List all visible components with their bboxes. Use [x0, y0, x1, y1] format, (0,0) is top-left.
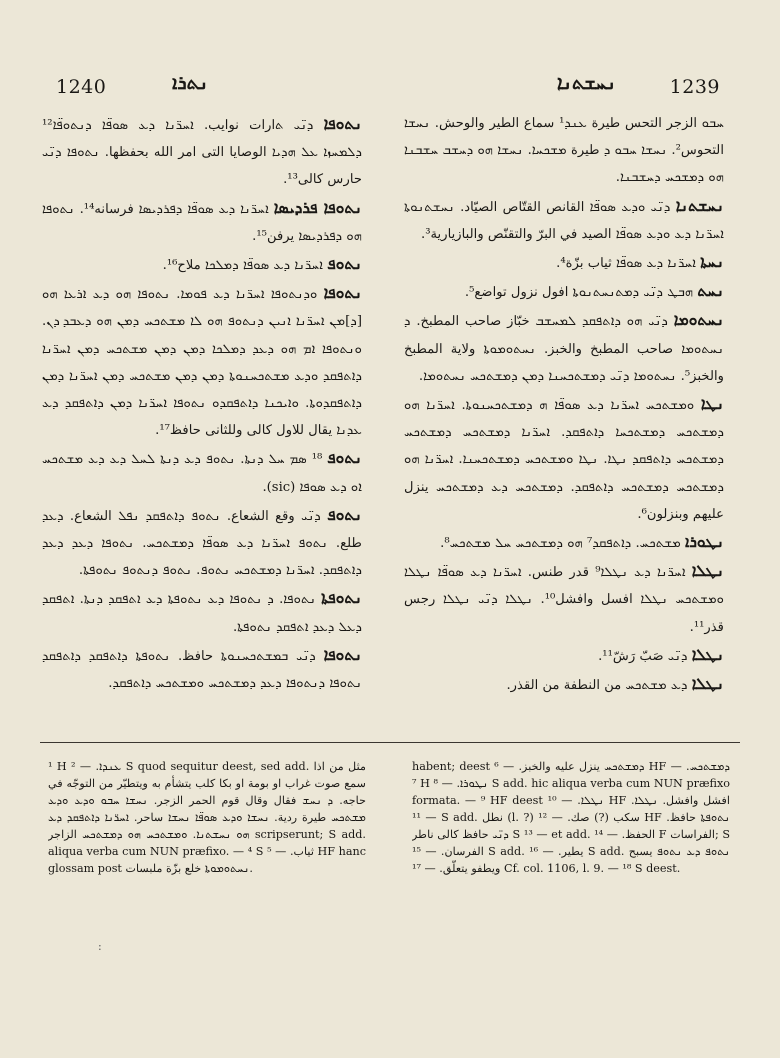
- dictionary-entry: [404, 192, 724, 248]
- dictionary-entry: [404, 248, 724, 277]
- page-header: [56, 72, 720, 102]
- entry-text: ܘܡܫܬܟܚ ܐܚܪ̈ܢܐ ܕܥ ܣܘܦ̈ܐ ܗ ܕܡܫܬܟܚܢܘܬܐ. ܐܚܪ̈ܢܐ ܗܘ ܕܡܫܬܟܚ ܕܡܫܬܟܚܐ ܕܐܬܦܩܕ. ܐܚܪ̈ܢܐ ܕܡܫܬܟܚ ܕܡܫܬܟܚ ܕܡܫܬܟܚ ܕܐܬܦܩܕ ܢܛܐ. ܢܛܐ ܘܡܫܬܟܚ ܕܡܫܬܟܚܢܐ. ܐܚܪ̈ܢܐ ܗܘ ܕܡܫܬܟܚ ܕܡܫܬܟܚ ܕܐܬܦܩܕ. ܕܡܫܬܟܚ ܕܥ ܕܡܫܬܟܚ ينزل عليهم وبنزلون⁶.: [404, 398, 724, 522]
- entry-text: ܘܕܢܬܘܦܐ ܐܚܪ̈ܢܐ ܕܥ ܦܘܡܐ. ܢܬܘܦܐ ܗܘ ܕܥ ܐܪܥܐ ܗܘ [ܕ]ܡܢ ܐܚܪ̈ܢܐ ܐܢܝܢ ܕܢܬܘܦ ܗܘ ܠܐ ܡܫܬܟܚ ܕܡܢ ܗܘ ܕܥܒܕ ܕܢ. ܘܢܬܘܦܐ ܐܡ ܗܘ ܕܥܕ ܕܡܠܟܐ ܕܡܢ ܕܡܢ ܡܫܬܟܚ ܕܡܢ ܐܚܪ̈ܢܐ ܕܐܬܦܩܕ ܘܕܥ ܡܫܬܟܚܢܘܬܐ ܕܡܢ ܕܡܢ ܡܫܬܟܚ ܕܡܢ ܐܚܪ̈ܢܐ ܕܡܢ ܕܐܬܦܩܕܘܬܐ. ܘܐܝܟܢܐ ܕܐܬܦܩܕܘ ܢܬܘܦܐ ܐܚܪ̈ܢܐ ܕܡܢ ܕܐܬܦܩܕ ܕܥ ܥܕܢܐ يقال للاول كالى وللثانى حافظ¹⁷.: [42, 287, 362, 439]
- right-running-head: ܢܚܫܬܢܐ: [556, 72, 616, 94]
- left-page-number: 1240: [56, 76, 107, 98]
- entry-headword: ܢܬܘܦ: [327, 254, 362, 274]
- left-footnotes: [48, 758, 366, 908]
- entry-headword: ܢܚܬܐ: [700, 252, 724, 272]
- entry-text: ܐܚܪ̈ܢܐ ܕܥ ܢܛܠܐ⁹ قدر طنس. ܐܚܪ̈ܢܐ ܕܥ ܣܘܦ̈ܐ ܢܛܠܐ ܘܡܫܬܟܚ ܢܛܠܐ افسل وافشل¹⁰. ܢܛܠܐ ܕܢ̈ܝ ܢܛܠܐ رجس قذر¹¹.: [404, 565, 724, 635]
- dictionary-entry: [42, 444, 362, 500]
- entry-text: ܕܢ̈ܝ ܬارات نوايب. ܐܚܪ̈ܢܐ ܕܥ ܣܘܦ̈ܐ ܕܢܬܘܦ̈ܐ¹² ܕܠܡܚܙܐ ܥܠ ܗܕܝܐ الوصايا التى امر الله بحفظها. ܢܬܘܦܐ ܕܢ̈ܝ حارس كالى¹³.: [42, 118, 362, 188]
- entry-headword: ܢܛܐ: [700, 394, 724, 414]
- footnote-text: ¹ H ܥܢܕܐ. — ² S quod sequitur deest, sed add. مثل من اذا سمع صوت غراب او بومة او بكا كلب يتشأم به ويتطيّر من التوجّه في حاجه. ܕ ܢܚܫ فقال وقال قوم الحمر الزجر. ܢܚܫܐ ܚܒܘ ܘܕܥ ܘܕܥ ܡܫܬܟܚ طيرة ردية. ܢܚܫܐ ܘܕܥ ܣܘܦ̈ܐ ܢܚܫܐ ساحر. ܐܚܪ̈ܢܐ ܕܐܬܦܩܕ ܕܥ ܗܘ ܢܚܫܬܢܐ. ܘܡܫܬܟܚ ܗܘ ܕܡܫܬܟܚ الزاجر scripserunt; S add. aliqua verba cum NUN præfixo. — ⁴ S ثياب. — ⁵ HF hanc glossam post ܢܚܬܘܡܘܬܐ خلع بزّة ملبسات.: [48, 760, 366, 875]
- right-page-number: 1239: [669, 76, 720, 98]
- right-column: [404, 110, 724, 730]
- footnote-text: habent; deest ܕܡܫܬܟܚ ينزل عليه والخبز. — ⁶ HF ܕܡܫܬܟܚ. — ⁷ H ܢܛܘܪܐ. — ⁸ S add. hic aliqua verba cum NUN præfixo formata. — ⁹ HF deest ܢܛܠܐ. — ¹⁰ HF افشل وافشل. ܢܛܠܐ. — ¹¹ S add. نطل (l. ?) سكب (?) صك. — ¹² HF ܢܬܘܦܬܐ حافظ. ܕܢ̈ܝ حافظ كالى ناطر S ¹³ — et add. الحفظ. — ¹⁴ F الفراسات; S الفرسان. — ¹⁵ S add. يطير. — ¹⁶ S add. ܢܬܘܦ ܕܥ ܢܬܘܦ يسبح ويطفو يتعلّق. — ¹⁷ Cf. col. 1106, l. 9. — ¹⁸ S deest.: [412, 760, 730, 875]
- entry-headword: ܢܛܠܐ: [691, 674, 724, 694]
- entry-headword: ܢܬܘܦ: [327, 448, 362, 468]
- entry-text: ¹⁸ ܣܡ ܚܠ ܕܢܬܐ. ܢܬܘܦ ܕܥ ܕܢܬܐ ܠܚܠ ܕܥ ܕܥ ܡܫܬܟܚ ܐܘ ܕܥ ܣܘܦܐ (sic).: [42, 452, 362, 495]
- dictionary-entry: [404, 306, 724, 390]
- dictionary-entry: [42, 641, 362, 697]
- dictionary-entry: [42, 110, 362, 194]
- dictionary-entry: [404, 277, 724, 306]
- entry-headword: ܢܬܘܦܬܐ: [321, 588, 362, 608]
- footnote-divider: [40, 742, 740, 743]
- dictionary-entry: [42, 250, 362, 279]
- entry-text: ܢܬܘܦܐ. ܕ ܢܬܘܦܐ ܕܥ ܢܬܘܦܬܐ ܕܥ ܐܬܦܩܕ ܕܢܬܐ. ܐܬܦܩܕ ܕܥܠ ܕܥܕ ܐܬܦܩܕ ܢܬܘܦܬܐ.: [42, 592, 362, 635]
- entry-text: ܕܢ̈ܝ صَبّ رَشّ¹¹.: [598, 648, 688, 664]
- dictionary-entry: [404, 110, 724, 192]
- entry-text: ܐܚܪ̈ܢܐ ܕܥ ܣܘܦ̈ܐ ܕܡܠܟܐ ملاح¹⁶.: [162, 258, 323, 274]
- left-column: [42, 110, 362, 730]
- entry-headword: ܢܬܘܦܐ: [323, 644, 362, 664]
- dictionary-entry: [404, 390, 724, 528]
- entry-text: ܕܥ ܡܫܬܟܚ من النطفة من القذر.: [506, 678, 688, 694]
- dictionary-entry: [42, 194, 362, 250]
- entry-headword: ܢܬܘܦܐ ܦܪܕܝܣܐ: [273, 197, 362, 217]
- entry-headword: ܢܬܘܦܐ: [323, 283, 362, 303]
- entry-headword: ܢܚܬ: [697, 281, 724, 301]
- right-footnotes: [412, 758, 730, 908]
- entry-headword: ܢܛܠܐ: [691, 644, 724, 664]
- left-running-head: ܢܬܪܐ: [172, 72, 209, 94]
- dictionary-entry: [42, 501, 362, 585]
- entry-text: ܕܢ̈ܝ ܘܕܥ ܣܘܦ̈ܐ القانص القتّاص الصيّاد. ܢܚܫܬܢܘܬܐ ܐܚܪ̈ܢܐ ܕܥ ܘܕܥ ܣܘܦ̈ܐ الصيد في البرّ والتقنّص والبازيارية³.: [404, 199, 724, 242]
- entry-headword: ܢܬܘܦ: [327, 504, 362, 524]
- entry-headword: ܢܬܘܦܐ: [323, 114, 362, 133]
- entry-text: ܕܢ̈ܝ ܗܘ ܕܐܬܦܩܕ ܠܡܚܫܒ خبّاز صاحب المطبخ. ܕ ܢܚܬܘܡܐ صاحب المطبخ والخبز. ܢܚܬܘܡܘܬܐ ولاية المطبخ والخبز⁵. ܢܚܬܘܡܐ ܕܢ̈ܝ ܕܡܫܬܟܚܢܐ ܕܡܢ ܕܡܫܬܟܚ ܢܚܬܘܡܐ.: [404, 314, 724, 384]
- dictionary-entry: [404, 557, 724, 641]
- bottom-mark: :: [98, 940, 102, 953]
- entry-headword: ܢܛܘܪܐ: [685, 532, 724, 552]
- dictionary-entry: [404, 641, 724, 670]
- entry-headword: ܢܚܫܬܢܐ: [675, 195, 724, 215]
- entry-text: ܗܒܛ ܕܢ̈ܝ ܕܡܬܢܚܬܢܘܬܐ افول نزول تواضع⁵.: [464, 285, 694, 301]
- dictionary-entry: [42, 584, 362, 640]
- entry-text: ܚܒܘ الزجر التحس طيرة ܥܢܕ¹ سماع الطير والوحش. ܢܚܫܐ التحوس². ܢܚܫܐ ܚܒܘ ܕ طيرة ܡܫܟܚܐ. ܢܚܫܐ ܗܘ ܕܚܫܒ ܚܫܒܢܐ ܗܘ ܕܡܫܟܚ ܕܚܫܒܢܐ.: [404, 116, 724, 186]
- dictionary-entry: [404, 670, 724, 699]
- entry-text: ܐܚܪ̈ܢܐ ܕܥ ܣܘܦ̈ܐ ܕܦܪܕܝܣܐ فرسانه¹⁴. ܢܬܘܦܐ ܗܘ ܕܦܪܕܝܣܐ يرفن¹⁵.: [42, 201, 362, 244]
- entry-headword: ܢܛܠܐ: [691, 561, 724, 581]
- entry-text: ܕܢ̈ܝ ܒܡܫܬܟܚܢܘܬܐ حافظ. ܢܬܘܦܬܐ ܕܐܬܦܩܕ ܕܐܬܦܩܕ ܢܬܘܦܐ ܕܢܬܘܦܐ ܕܥܕ ܕܡܫܬܟܚ ܘܡܫܬܟܚ ܕܐܬܦܩܕ.: [42, 648, 362, 692]
- entry-text: ܐܚܪ̈ܢܐ ܕܥ ܣܘܦ̈ܐ ثياب بزّة⁴.: [556, 256, 696, 272]
- entry-text: ܡܫܬܟܚ. ܕܐܬܦܩܕ⁷ ܗܘ ܕܡܫܬܟܚ ܚܠ ܡܫܬܟܚ⁸.: [440, 536, 681, 552]
- entry-text: ܕܢ̈ܝ وقع الشعاع. ܢܬܘܦ ܕܐܬܦܩܕ ܢܦܠ الشعاع. ܕܥܕ طلع. ܢܬܘܦ ܐܚܪ̈ܢܐ ܕܥ ܣܘܦ̈ܐ ܕܡܫܬܟܚ. ܢܬܘܦܐ ܕܥܕ ܕܥܕ ܕܐܬܦܩܕ. ܐܚܪ̈ܢܐ ܕܡܫܬܟܚ ܢܬܘܦ. ܢܬܘܦ ܕܢܬܘܦ ܢܬܘܦܬܐ.: [42, 508, 362, 579]
- dictionary-entry: [404, 528, 724, 557]
- entry-headword: ܢܚܬܘܡܐ: [673, 310, 724, 330]
- dictionary-entry: [42, 279, 362, 444]
